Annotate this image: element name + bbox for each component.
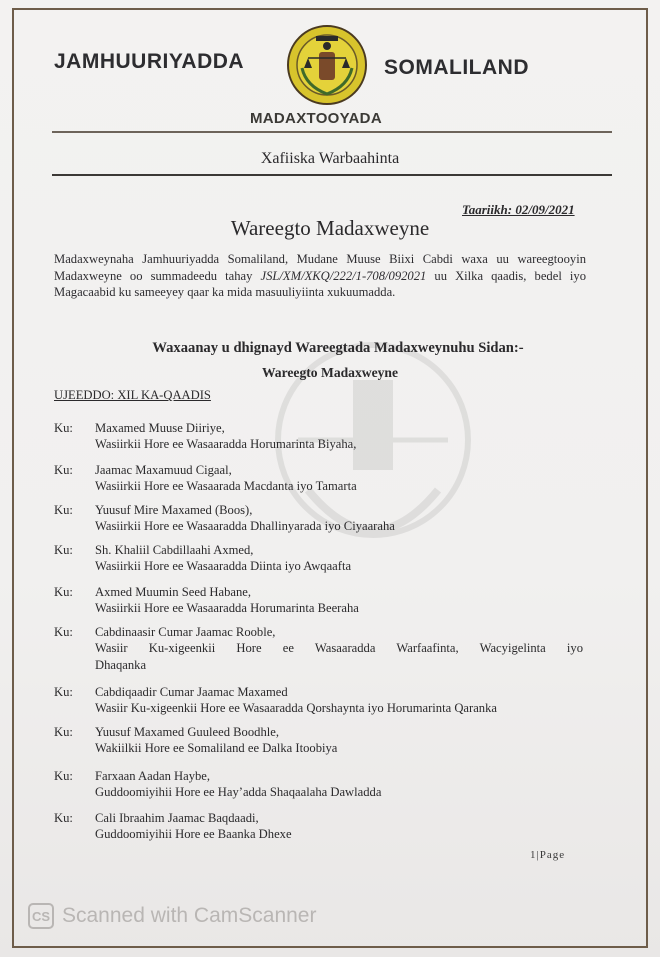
entry-role: Wasiirkii Hore ee Wasaaradda Horumarinta Beeraha xyxy=(95,601,359,616)
entry-prefix: Ku: xyxy=(54,769,73,783)
office-name: MADAXTOOYADA xyxy=(250,110,382,127)
intro-text-1: Madaxweynaha Jamhuuriyadda Somaliland, Mudane Muuse Biixi Cabdi waxa uu wareegtooyin Madaxweyne oo summadeedu tahay xyxy=(54,252,586,283)
entry-prefix: Ku: xyxy=(54,725,73,739)
entry-name: Farxaan Aadan Haybe, xyxy=(95,769,211,783)
document-date: Taariikh: 02/09/2021 xyxy=(462,202,575,217)
header-country-right: SOMALILAND xyxy=(384,56,529,79)
purpose-heading: UJEEDDO: XIL KA-QAADIS xyxy=(54,388,211,402)
entry-name: Yuusuf Maxamed Guuleed Boodhle, xyxy=(95,725,279,739)
entry-role: Wasiirkii Hore ee Wasaaradda Dhallinyarada iyo Ciyaaraha xyxy=(95,519,395,534)
entry-prefix: Ku: xyxy=(54,685,73,699)
intro-text-2: uu Xilka qaadis, bedel iyo Magacaabid ku sameeyey qaar ka mida masuuliyiinta xukuumadda. xyxy=(54,268,586,299)
entry-role: Wakiilkii Hore ee Somaliland ee Dalka Itoobiya xyxy=(95,741,338,756)
entry-prefix: Ku: xyxy=(54,463,73,477)
entry-name: Cabdiqaadir Cumar Jaamac Maxamed xyxy=(95,685,288,699)
entry-name: Maxamed Muuse Diiriye, xyxy=(95,421,225,435)
entry-prefix: Ku: xyxy=(54,543,73,557)
entry-name: Sh. Khaliil Cabdillaahi Axmed, xyxy=(95,543,254,557)
watermark-text: Scanned with CamScanner xyxy=(62,904,317,927)
entry-name: Cali Ibraahim Jaamac Baqdaadi, xyxy=(95,811,259,825)
entry-name: Axmed Muumin Seed Habane, xyxy=(95,585,251,599)
entry-role-continuation: Dhaqanka xyxy=(95,657,147,672)
entry-prefix: Ku: xyxy=(54,625,73,639)
document-title: Wareegto Madaxweyne xyxy=(230,216,430,240)
page-number: 1|Page xyxy=(530,849,566,861)
entry-role: Wasiir Ku-xigeenkii Hore ee Wasaaradda Warfaafinta, Wacyigelinta iyo xyxy=(95,641,583,656)
entry-role: Wasiir Ku-xigeenkii Hore ee Wasaaradda Qorshaynta iyo Horumarinta Qaranka xyxy=(95,701,497,716)
entry-prefix: Ku: xyxy=(54,421,73,435)
camscanner-logo-icon: CS xyxy=(28,903,54,929)
entry-prefix: Ku: xyxy=(54,811,73,825)
bureau-name: Xafiiska Warbaahinta xyxy=(260,150,400,167)
intro-reference: JSL/XM/XKQ/222/1-708/092021 xyxy=(260,268,427,283)
entry-name: Cabdinaasir Cumar Jaamac Rooble, xyxy=(95,625,276,639)
entry-prefix: Ku: xyxy=(54,585,73,599)
camscanner-watermark xyxy=(28,903,316,929)
entry-role: Guddoomiyihii Hore ee Baanka Dhexe xyxy=(95,827,292,842)
header-divider xyxy=(52,131,612,133)
entry-role: Wasiirkii Hore ee Wasaaradda Diinta iyo Awqaafta xyxy=(95,559,352,574)
header-country-left: JAMHUURIYADDA xyxy=(54,50,245,73)
entry-role: Wasiirkii Hore ee Wasaaradda Horumarinta Biyaha, xyxy=(95,437,357,452)
entry-name: Yuusuf Mire Maxamed (Boos), xyxy=(95,503,253,517)
section-divider xyxy=(52,174,612,176)
entry-role: Wasiirkii Hore ee Wasaarada Macdanta iyo Tamarta xyxy=(95,479,357,494)
subheading: Waxaanay u dhignayd Wareegtada Madaxweynuhu Sidan:- xyxy=(152,340,524,356)
entry-name: Jaamac Maxamuud Cigaal, xyxy=(95,463,232,477)
entry-prefix: Ku: xyxy=(54,503,73,517)
intro-paragraph xyxy=(54,251,586,301)
somaliland-seal-icon xyxy=(286,24,368,106)
subheading-secondary: Wareegto Madaxweyne xyxy=(261,365,399,380)
entry-role: Guddoomiyihii Hore ee Hay’adda Shaqaalaha Dawladda xyxy=(95,785,382,800)
